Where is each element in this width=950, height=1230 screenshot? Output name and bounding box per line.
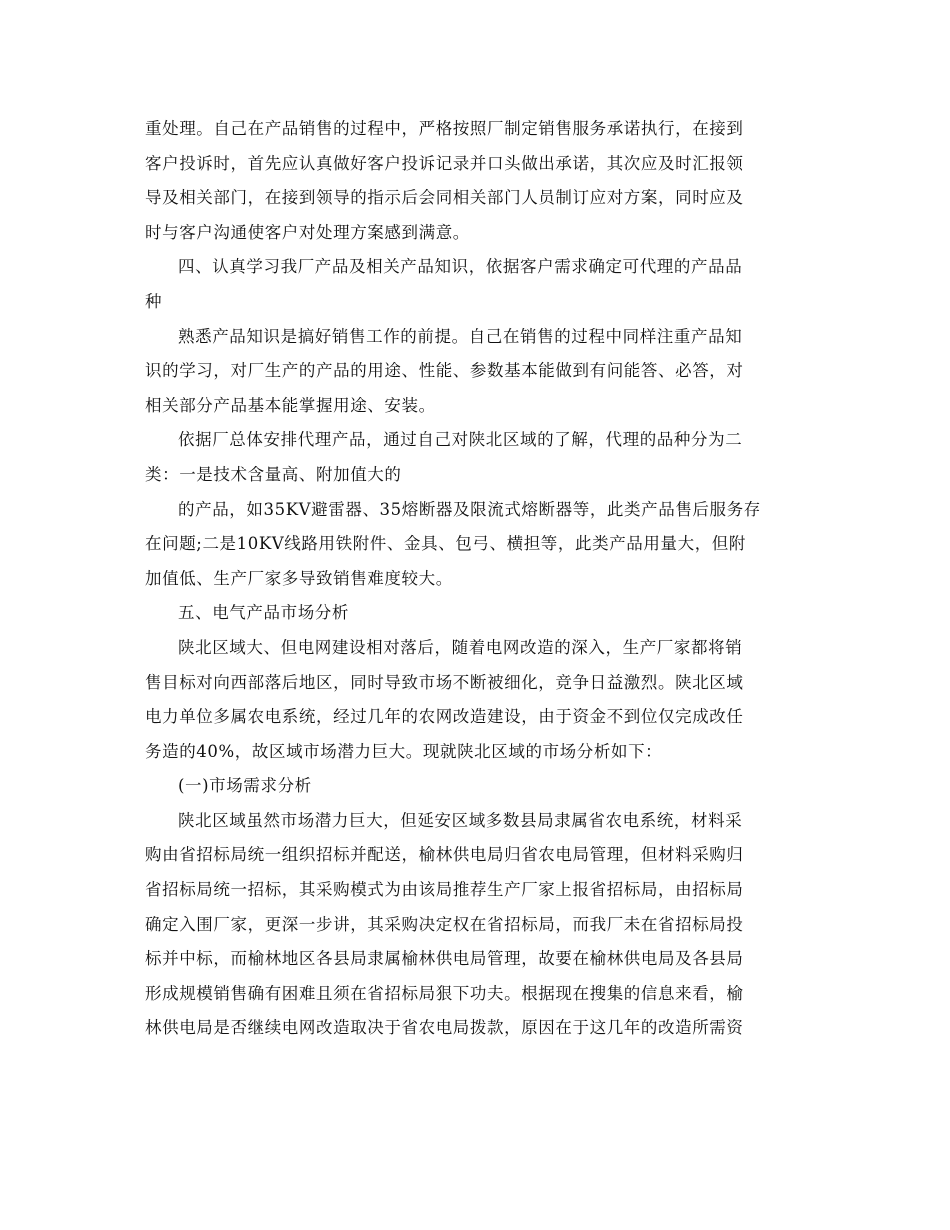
text-line: 相关部分产品基本能掌握用途、安装。: [145, 395, 436, 415]
text-line: 熟悉产品知识是搞好销售工作的前提。自己在销售的过程中同样注重产品知: [178, 326, 743, 346]
document-page: [145, 112, 810, 1046]
text-line: 客户投诉时，首先应认真做好客户投诉记录并口头做出承诺，其次应及时汇报领: [145, 153, 744, 173]
text-line: 四、认真学习我厂产品及相关产品知识，依据客户需求确定可代理的产品品: [178, 257, 743, 277]
text-line: 省招标局统一招标，其采购模式为由该局推荐生产厂家上报省招标局，由招标局: [145, 880, 744, 900]
text-line: 购由省招标局统一组织招标并配送，榆林供电局归省农电局管理，但材料采购归: [145, 845, 744, 865]
text-line: 五、电气产品市场分析: [178, 603, 349, 623]
text-line: 标并中标，而榆林地区各县局隶属榆林供电局管理，故要在榆林供电局及各县局: [145, 949, 744, 969]
text-line: 的产品，如35KV避雷器、35熔断器及限流式熔断器等，此类产品售后服务存: [178, 499, 761, 519]
text-line: 林供电局是否继续电网改造取决于省农电局拨款，原因在于这几年的改造所需资: [145, 1018, 744, 1038]
text-line: 在问题;二是10KV线路用铁附件、金具、包弓、横担等，此类产品用量大，但附: [145, 534, 746, 554]
text-line: 重处理。自己在产品销售的过程中，严格按照厂制定销售服务承诺执行，在接到: [145, 119, 744, 138]
text-line: (一)市场需求分析: [178, 776, 312, 796]
text-line: 务造的40%，故区域市场潜力巨大。现就陕北区域的市场分析如下：: [145, 741, 663, 761]
text-line: 售目标对向西部落后地区，同时导致市场不断被细化，竞争日益激烈。陕北区域: [145, 672, 744, 692]
text-line: 陕北区域大、但电网建设相对落后，随着电网改造的深入，生产厂家都将销: [178, 637, 743, 657]
text-line: 加值低、生产厂家多导致销售难度较大。: [145, 568, 453, 588]
text-line: 形成规模销售确有困难且须在省招标局狠下功夫。根据现在搜集的信息来看，榆: [145, 983, 744, 1003]
text-line: 种: [145, 291, 163, 311]
text-line: 确定入围厂家，更深一步讲，其采购决定权在省招标局，而我厂未在省招标局投: [145, 914, 744, 934]
text-line: 陕北区域虽然市场潜力巨大，但延安区域多数县局隶属省农电系统，材料采: [178, 810, 743, 830]
text-line: 依据厂总体安排代理产品，通过自己对陕北区域的了解，代理的品种分为二: [178, 430, 743, 450]
text-line: 时与客户沟通使客户对处理方案感到满意。: [145, 222, 470, 242]
text-line: 类：一是技术含量高、附加值大的: [145, 464, 402, 484]
text-line: 电力单位多属农电系统，经过几年的农网改造建设，由于资金不到位仅完成改任: [145, 707, 744, 727]
text-line: 识的学习，对厂生产的产品的用途、性能、参数基本能做到有问能答、必答，对: [145, 361, 744, 381]
text-line: 导及相关部门，在接到领导的指示后会同相关部门人员制订应对方案，同时应及: [145, 188, 744, 208]
